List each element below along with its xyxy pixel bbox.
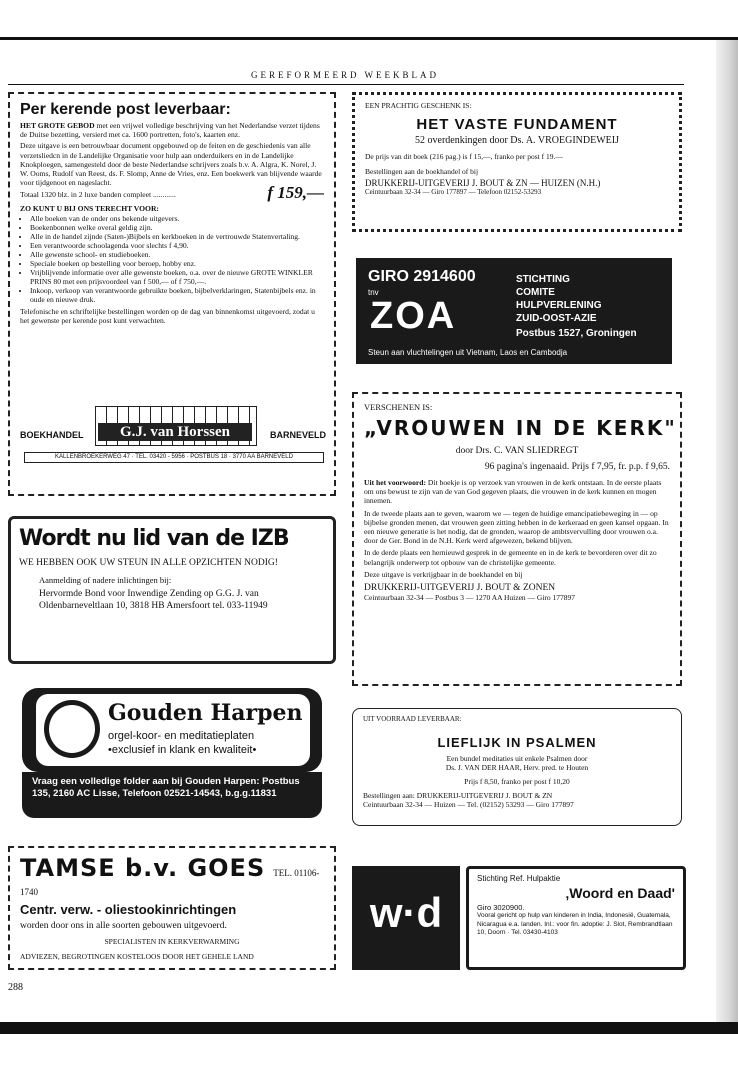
psalmen-line2: Ds. J. VAN DER HAAR, Herv. pred. te Houten: [445, 763, 589, 772]
post-ad-heading: Per kerende post leverbaar:: [20, 101, 231, 118]
zoa-ad: [356, 258, 672, 364]
psalmen-ad: [352, 708, 682, 826]
list-item: • Alle boeken van de onder ons bekende uitgevers.: [30, 214, 324, 223]
tamse-ad: [8, 846, 336, 970]
post-ad-intro-title: HET GROTE GEBOD: [20, 121, 95, 130]
horssen-logo-name: G.J. van Horssen: [98, 423, 252, 441]
harpen-sub1: orgel-koor- en meditatieplaten: [108, 730, 255, 742]
fundament-publisher: DRUKKERIJ-UITGEVERIJ J. BOUT & ZN — HUIZEN (N.H.): [365, 178, 601, 188]
zoa-tnv: tnv: [368, 288, 379, 297]
izb-line1: WE HEBBEN OOK UW STEUN IN ALLE OPZICHTEN NODIG!: [19, 558, 278, 568]
horssen-logo: [20, 406, 326, 446]
post-ad-footer: Telefonische en schriftelijke bestellingen worden op de dag van binnenkomst uitgevoerd, zodat u het gewenste per kerende post kunt verwachten.: [20, 306, 315, 325]
izb-line3: Hervormde Bond voor Inwendige Zending op G.G. J. van Oldenbarneveltlaan 10, 3818 HB Amersfoort tel. 033-11949: [39, 589, 268, 611]
vrouwen-para1-text: Dit boekje is op verzoek van vrouwen in de kerk ontstaan. In de eerste plaats om ons bewust te zijn van de van God gegeven plaats, die vrouwen in de kerk kunnen en mogen innemen.: [364, 478, 662, 506]
post-ad-description: Deze uitgave is een betrouwbaar document opgebouwd op de feiten en de geschiedenis van alle verzetsliedcn in de Landelijke Organisatie voor hulp aan onderduikers en in de Landelijke Knokploegen, samengesteld door de beste Nederlandse schrijvers zoals b.v. A. Algra, K. Norel, J. W. Ooms, Rudolf van Reest, ds. F. Slomp, Anne de Vries, enz. Een boekwerk van blijvende waarde voor tijdgenoot en nageslacht.: [20, 141, 322, 188]
zoa-line-4: ZUID-OOST-AZIE: [516, 313, 597, 324]
masthead-title: GEREFORMEERD WEEKBLAD: [250, 70, 440, 80]
list-item: • Inkoop, verkoop van verantwoorde gebruikte boeken, bijbelverklaringen, Statenbijbels enz. in oude en nieuwe druk.: [30, 286, 324, 304]
harpen-sub2: •exclusief in klank en kwaliteit•: [108, 744, 257, 756]
harp-logo-icon: [44, 700, 100, 758]
list-item: • Speciale boeken op bestelling voor beroep, hobby enz.: [30, 259, 324, 268]
list-item: • Alle in de handel zijnde (Saten-)Bijbels en kerkboeken in de vertrouwde Statenvertaling.: [30, 232, 324, 241]
list-item: • Alle gewenste school- en studieboeken.: [30, 250, 324, 259]
post-ad-intro: [20, 121, 324, 139]
page-edge-shadow: [716, 40, 738, 1022]
wd-title: ‚Woord en Daad': [565, 885, 675, 901]
list-item: • Een verantwoorde schoolagenda voor slechts f 4,90.: [30, 241, 324, 250]
zoa-line-3: HULPVERLENING: [516, 300, 602, 311]
psalmen-price: Prijs f 8,50, franko per post f 10,20: [464, 777, 570, 786]
psalmen-kicker: UIT VOORRAAD LEVERBAAR:: [363, 715, 462, 723]
tamse-line2: worden door ons in alle soorten gebouwen uitgevoerd.: [20, 921, 227, 931]
list-item: • Boekenbonnen welke overal geldig zijn.: [30, 223, 324, 232]
zoa-postbus: Postbus 1527, Groningen: [516, 328, 637, 339]
psalmen-line1: Een bundel meditaties uit enkele Psalmen door: [446, 754, 588, 763]
fundament-ad: [352, 92, 682, 232]
vrouwen-publisher: DRUKKERIJ-UITGEVERIJ J. BOUT & ZONEN: [364, 583, 556, 594]
tamse-line4: ADVIEZEN, BEGROTINGEN KOSTELOOS DOOR HET GEHELE LAND: [20, 952, 254, 961]
izb-heading: Wordt nu lid van de IZB: [19, 526, 289, 551]
vrouwen-para4: Deze uitgave is verkrijgbaar in de boekhandel en bij: [364, 569, 523, 579]
horssen-address: KALLENBROEKERWEG 47 · TEL. 03420 - 5956 · POSTBUS 18 · 3770 AA BARNEVELD: [24, 452, 324, 463]
wd-ad: [352, 866, 460, 970]
vrouwen-para2: In de tweede plaats aan te geven, waarom we — tegen de huidige emancipatiebeweging in — op bijbelse gronden menen, dat vrouwen geen zitting hebben in de kerkeraad en geen kansel opgaan. In een nieuwe generatie is het nodig, dat de gronden, waarop de ambtsvervulling door vrouwen o.a. door de Ger. Bond in de N.H. Kerk werd afgewezen, bekend blijven.: [364, 508, 669, 546]
psalmen-address: Ceintuurbaan 32-34 — Huizen — Tel. (02152) 53293 — Giro 177897: [363, 800, 574, 809]
harpen-title: Gouden Harpen: [108, 700, 303, 726]
wd-desc: Vooral gericht op hulp van kinderen in India, Indonesië, Guatemala, Nicaragua e.a. landen. Inl.: voor fin. adoptie: J. Slot, Rembrandtlaan 10, Doorn · Tel. 03430-4103: [477, 912, 673, 936]
tamse-line3: SPECIALISTEN IN KERKVERWARMING: [104, 937, 240, 946]
fundament-address: Ceintuurbaan 32-34 — Giro 177897 — Telefoon 02152-53293: [365, 188, 542, 196]
post-ad-intro-text: met een vrijwel volledige beschrijving van het Nederlandse verzet tijdens de Duitse bezetting, versierd met ca. 1600 portretten, foto's, kaarten enz.: [20, 121, 320, 140]
page-number: 288: [8, 982, 23, 993]
wd-logo: w·d: [369, 889, 443, 936]
post-ad-total-row: [20, 183, 324, 203]
list-item: • Vrijblijvende informatie over alle gewenste boeken, o.a. over de nieuwe GROTE WINKLER PRINS 80 met een prijsvoordeel van f 500,— of f 750,—.: [30, 268, 324, 286]
zoa-line-2: COMITE: [516, 287, 555, 298]
post-ad-services-list: [20, 214, 324, 304]
fundament-order: Bestellingen aan de boekhandel of bij: [365, 167, 479, 176]
harpen-bar: Vraag een volledige folder aan bij Gouden Harpen: Postbus 135, 2160 AC Lisse, Telefoon 02521-14543, b.g.g.11831: [22, 772, 322, 818]
zoa-giro: GIRO 2914600: [368, 268, 476, 285]
top-border: [0, 37, 738, 40]
psalmen-title: LIEFLIJK IN PSALMEN: [437, 735, 597, 750]
vrouwen-kicker: VERSCHENEN IS:: [364, 402, 433, 412]
fundament-price: De prijs van dit boek (216 pag.) is f 15,—, franko per post f 19.—: [365, 152, 563, 161]
vrouwen-para3: In de derde plaats een hernieuwd gesprek in de gemeente en in de kerk te bevorderen over dit zo belangrijk onderwerp tot opbouw van de christelijke gemeente.: [364, 548, 657, 567]
post-ad-total: Totaal 1320 blz. in 2 luxe banden compleet ............: [20, 190, 176, 200]
wd-kicker: Stichting Ref. Hulpaktie: [477, 874, 561, 883]
zoa-logo: ZOA: [370, 295, 457, 337]
vrouwen-title: „VROUWEN IN DE KERK": [364, 416, 677, 440]
fundament-title: HET VASTE FUNDAMENT: [416, 116, 618, 133]
izb-line2: Aanmelding of nadere inlichtingen bij:: [39, 575, 172, 585]
zoa-line-1: STICHTING: [516, 274, 570, 285]
izb-ad: [8, 516, 336, 664]
fundament-kicker: EEN PRACHTIG GESCHENK IS:: [365, 101, 472, 110]
post-ad-price: f 159,—: [267, 183, 324, 203]
fundament-subtitle: 52 overdenkingen door Ds. A. VROEGINDEWEIJ: [415, 135, 619, 146]
horssen-logo-right: BARNEVELD: [269, 430, 326, 440]
zoa-footer: Steun aan vluchtelingen uit Vietnam, Laos en Cambodja: [368, 348, 568, 357]
horssen-logo-left: BOEKHANDEL: [20, 430, 84, 440]
psalmen-order: Bestellingen aan: DRUKKERIJ-UITGEVERIJ J. BOUT & ZN: [363, 791, 553, 800]
vrouwen-ad: [352, 392, 682, 686]
masthead-rule: [8, 84, 684, 85]
harpen-ad: [8, 688, 336, 820]
tamse-line1: Centr. verw. - oliestookinrichtingen: [20, 902, 237, 917]
bottom-border: [0, 1022, 738, 1034]
wd-info: [466, 866, 686, 970]
tamse-name: TAMSE b.v. GOES: [20, 854, 266, 882]
wd-giro: Giro 3020900.: [477, 903, 525, 912]
vrouwen-author: door Drs. C. VAN SLIEDREGT: [455, 446, 579, 456]
tamse-tel: TEL. 01106-1740: [20, 868, 320, 897]
vrouwen-address: Ceintuurbaan 32-34 — Postbus 3 — 1270 AA Huizen — Giro 177897: [364, 593, 576, 603]
post-ad-services-heading: ZO KUNT U BIJ ONS TERECHT VOOR:: [20, 204, 159, 214]
post-ad: [8, 92, 336, 496]
vrouwen-price: 96 pagina's ingenaaid. Prijs f 7,95, fr. p.p. f 9,65.: [484, 462, 670, 472]
vrouwen-para1-lead: Uit het voorwoord:: [364, 478, 427, 487]
vrouwen-para1: [364, 478, 670, 506]
